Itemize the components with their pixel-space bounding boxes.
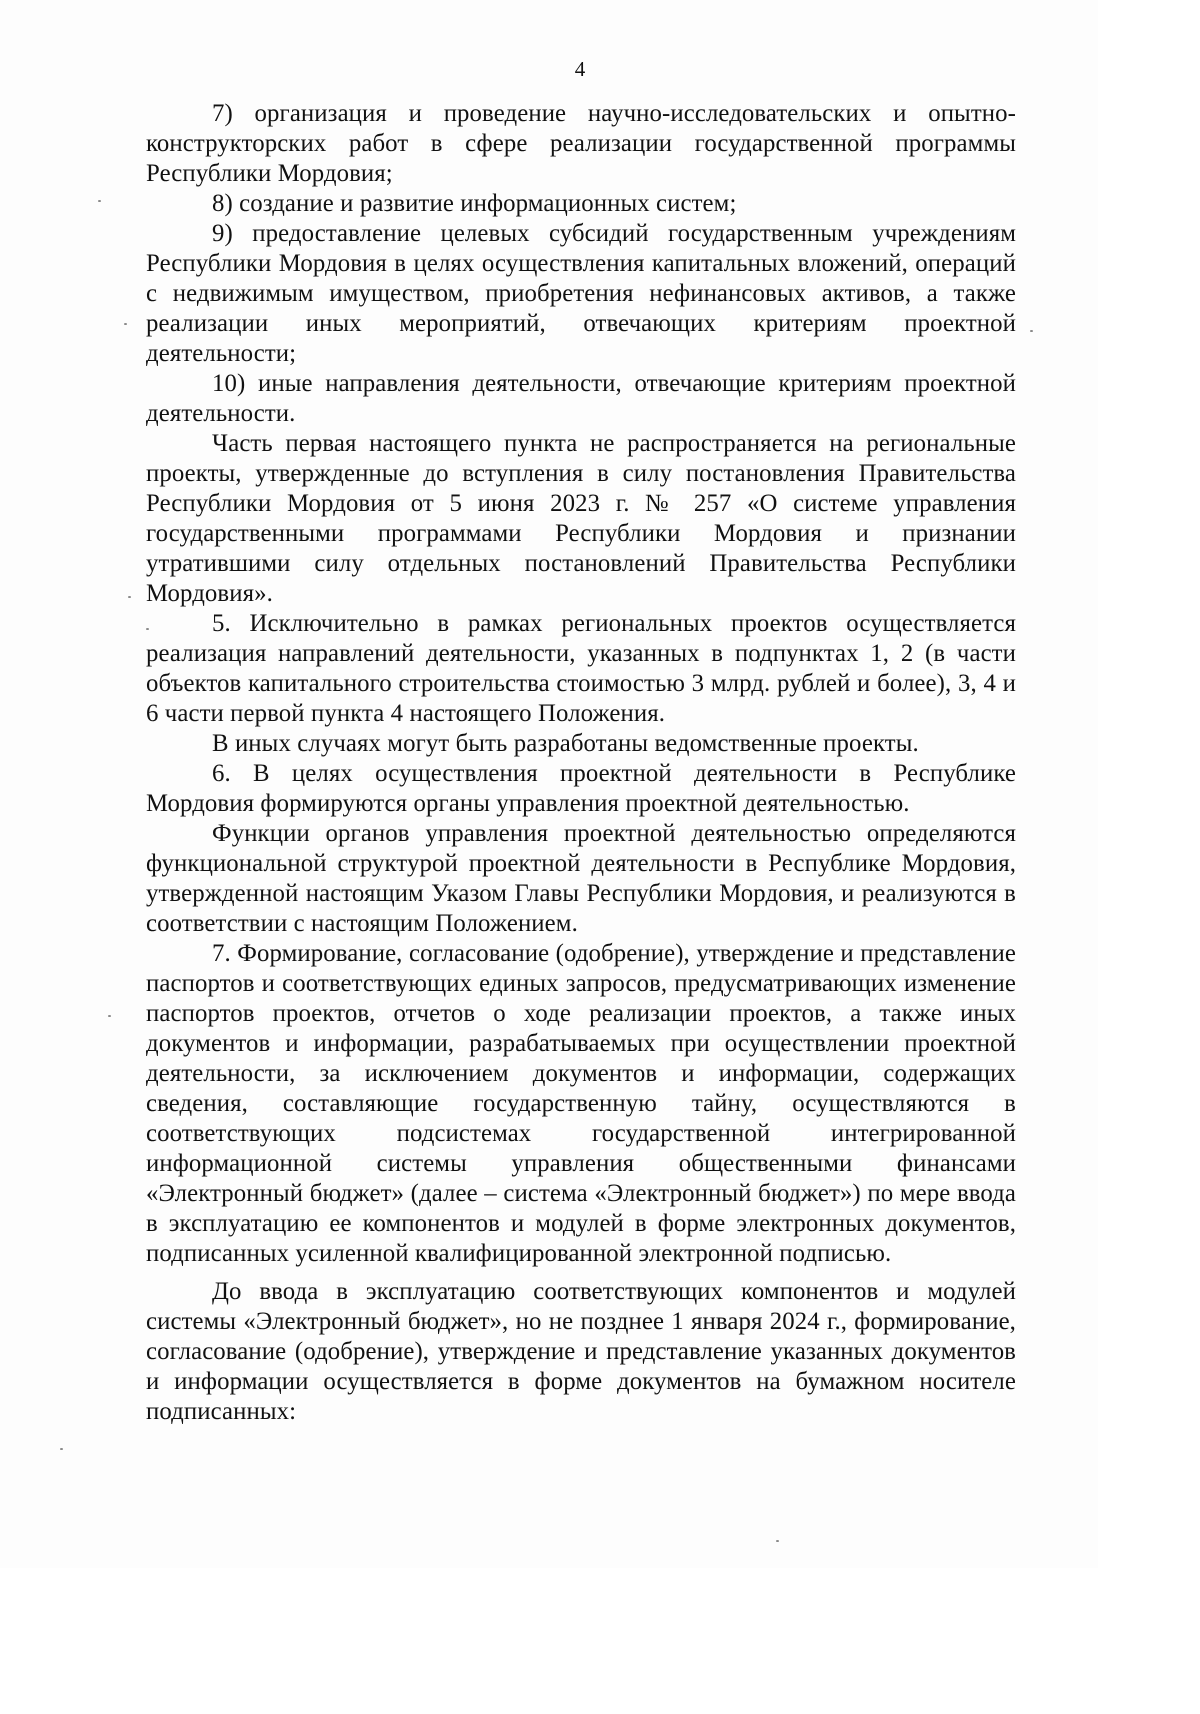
paragraph-paper-documents: До ввода в эксплуатацию соответствующих компонентов и модулей системы «Электронный бюджет», но не позднее 1 января 2024 г., формирование, согласование (одобрение), утверждение и представление указанных документов и информации осуществляется в форме документов на бумажном носителе подписанных: bbox=[146, 1278, 1016, 1425]
scan-speck bbox=[124, 323, 127, 325]
scan-speck bbox=[776, 1540, 779, 1542]
paragraph-departmental-projects: В иных случаях могут быть разработаны ведомственные проекты. bbox=[212, 730, 919, 757]
paragraph-management-functions: Функции органов управления проектной деятельностью определяются функциональной структурой проектной деятельности в Республике Мордовия, утвержденной настоящим Указом Главы Республики Мордовия, и реализуются в соответствии с настоящим Положением. bbox=[146, 820, 1016, 937]
scan-speck bbox=[60, 1448, 63, 1450]
scan-speck bbox=[128, 596, 131, 598]
scan-speck bbox=[98, 200, 101, 202]
paragraph-item-8: 8) создание и развитие информационных систем; bbox=[212, 190, 737, 217]
scan-speck bbox=[1030, 330, 1033, 332]
paragraph-item-9: 9) предоставление целевых субсидий государственным учреждениям Республики Мордовия в целях осуществления капитальных вложений, операций с недвижимым имуществом, приобретения нефинансовых активов, а также реализации иных мероприятий, отвечающих критериям проектной деятельности; bbox=[146, 220, 1016, 367]
paragraph-clause-6: 6. В целях осуществления проектной деятельности в Республике Мордовия формируются органы управления проектной деятельностью. bbox=[146, 760, 1016, 817]
scan-speck bbox=[146, 628, 149, 630]
paragraph-part-one-note: Часть первая настоящего пункта не распространяется на региональные проекты, утвержденные до вступления в силу постановления Правительства Республики Мордовия от 5 июня 2023 г. № 257 «О системе управления государственными программами Республики Мордовия и признании утратившими силу отдельных постановлений Правительства Республики Мордовия». bbox=[146, 430, 1016, 607]
paragraph-item-7: 7) организация и проведение научно-исследовательских и опытно-конструкторских работ в сфере реализации государственной программы Республики Мордовия; bbox=[146, 100, 1016, 187]
paragraph-clause-5: 5. Исключительно в рамках региональных проектов осуществляется реализация направлений деятельности, указанных в подпунктах 1, 2 (в части объектов капитального строительства стоимостью 3 млрд. рублей и более), 3, 4 и 6 части первой пункта 4 настоящего Положения. bbox=[146, 610, 1016, 727]
page-number: 4 bbox=[574, 57, 586, 81]
document-body bbox=[146, 99, 1016, 1427]
paragraph-item-10: 10) иные направления деятельности, отвечающие критериям проектной деятельности. bbox=[146, 370, 1016, 427]
scan-speck bbox=[108, 1015, 111, 1017]
paragraph-clause-7: 7. Формирование, согласование (одобрение), утверждение и представление паспортов и соответствующих единых запросов, предусматривающих изменение паспортов проектов, отчетов о ходе реализации проектов, а также иных документов и информации, разрабатываемых при осуществлении проектной деятельности, за исключением документов и информации, содержащих сведения, составляющие государственную тайну, осуществляются в соответствующих подсистемах государственной интегрированной информационной системы управления общественными финансами «Электронный бюджет» (далее – система «Электронный бюджет») по мере ввода в эксплуатацию ее компонентов и модулей в форме электронных документов, подписанных усиленной квалифицированной электронной подписью. bbox=[146, 940, 1016, 1267]
